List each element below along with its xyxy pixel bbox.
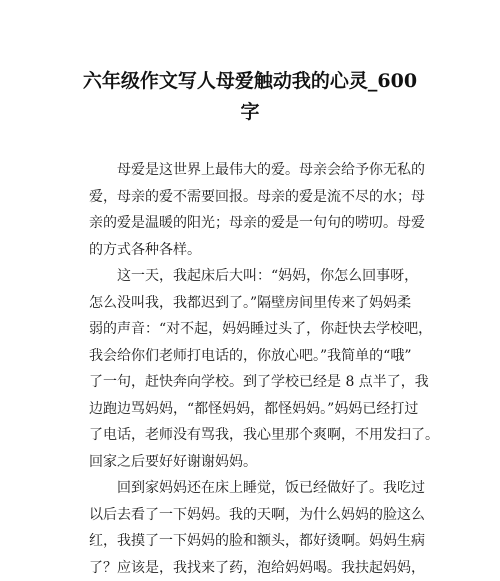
document-title — [60, 66, 440, 128]
paragraph-3-line: 以后去看了一下妈妈。我的天啊，为什么妈妈的脸这么 — [89, 502, 424, 529]
paragraph-1-line: 的方式各种各样。 — [89, 237, 424, 264]
paragraph-1-line: 母爱是这世界上最伟大的爱。母亲会给予你无私的 — [89, 157, 424, 184]
title-line-2: 字 — [60, 97, 440, 128]
paragraph-2-line: 这一天，我起床后大叫：“妈妈，你怎么回事呀， — [89, 263, 424, 290]
paragraph-2-line: 了一句，赶快奔向学校。到了学校已经是 8 点半了，我 — [89, 369, 424, 396]
paragraph-2-line: 了电话，老师没有骂我，我心里那个爽啊，不用发扫了。 — [89, 422, 424, 449]
paragraph-2-line: 怎么没叫我，我都迟到了。”隔壁房间里传来了妈妈柔 — [89, 290, 424, 317]
paragraph-2-line: 边跑边骂妈妈，“都怪妈妈，都怪妈妈。”妈妈已经打过 — [89, 396, 424, 423]
paragraph-1-line: 爱，母亲的爱不需要回报。母亲的爱是流不尽的水；母 — [89, 184, 424, 211]
paragraph-3-line: 红，我摸了一下妈妈的脸和额头，都好烫啊。妈妈生病 — [89, 528, 424, 555]
paragraph-2-line: 回家之后要好好谢谢妈妈。 — [89, 449, 424, 476]
paragraph-2-line: 弱的声音：“对不起，妈妈睡过头了，你赶快去学校吧， — [89, 316, 424, 343]
paragraph-3-line: 了？应该是，我找来了药，泡给妈妈喝。我扶起妈妈， — [89, 555, 424, 581]
title-line-1: 六年级作文写人母爱触动我的心灵_600 — [60, 66, 440, 97]
document-body — [89, 157, 424, 581]
paragraph-2-line: 我会给你们老师打电话的，你放心吧。”我简单的“哦” — [89, 343, 424, 370]
paragraph-3-line: 回到家妈妈还在床上睡觉，饭已经做好了。我吃过 — [89, 475, 424, 502]
paragraph-1-line: 亲的爱是温暖的阳光；母亲的爱是一句句的唠叨。母爱 — [89, 210, 424, 237]
